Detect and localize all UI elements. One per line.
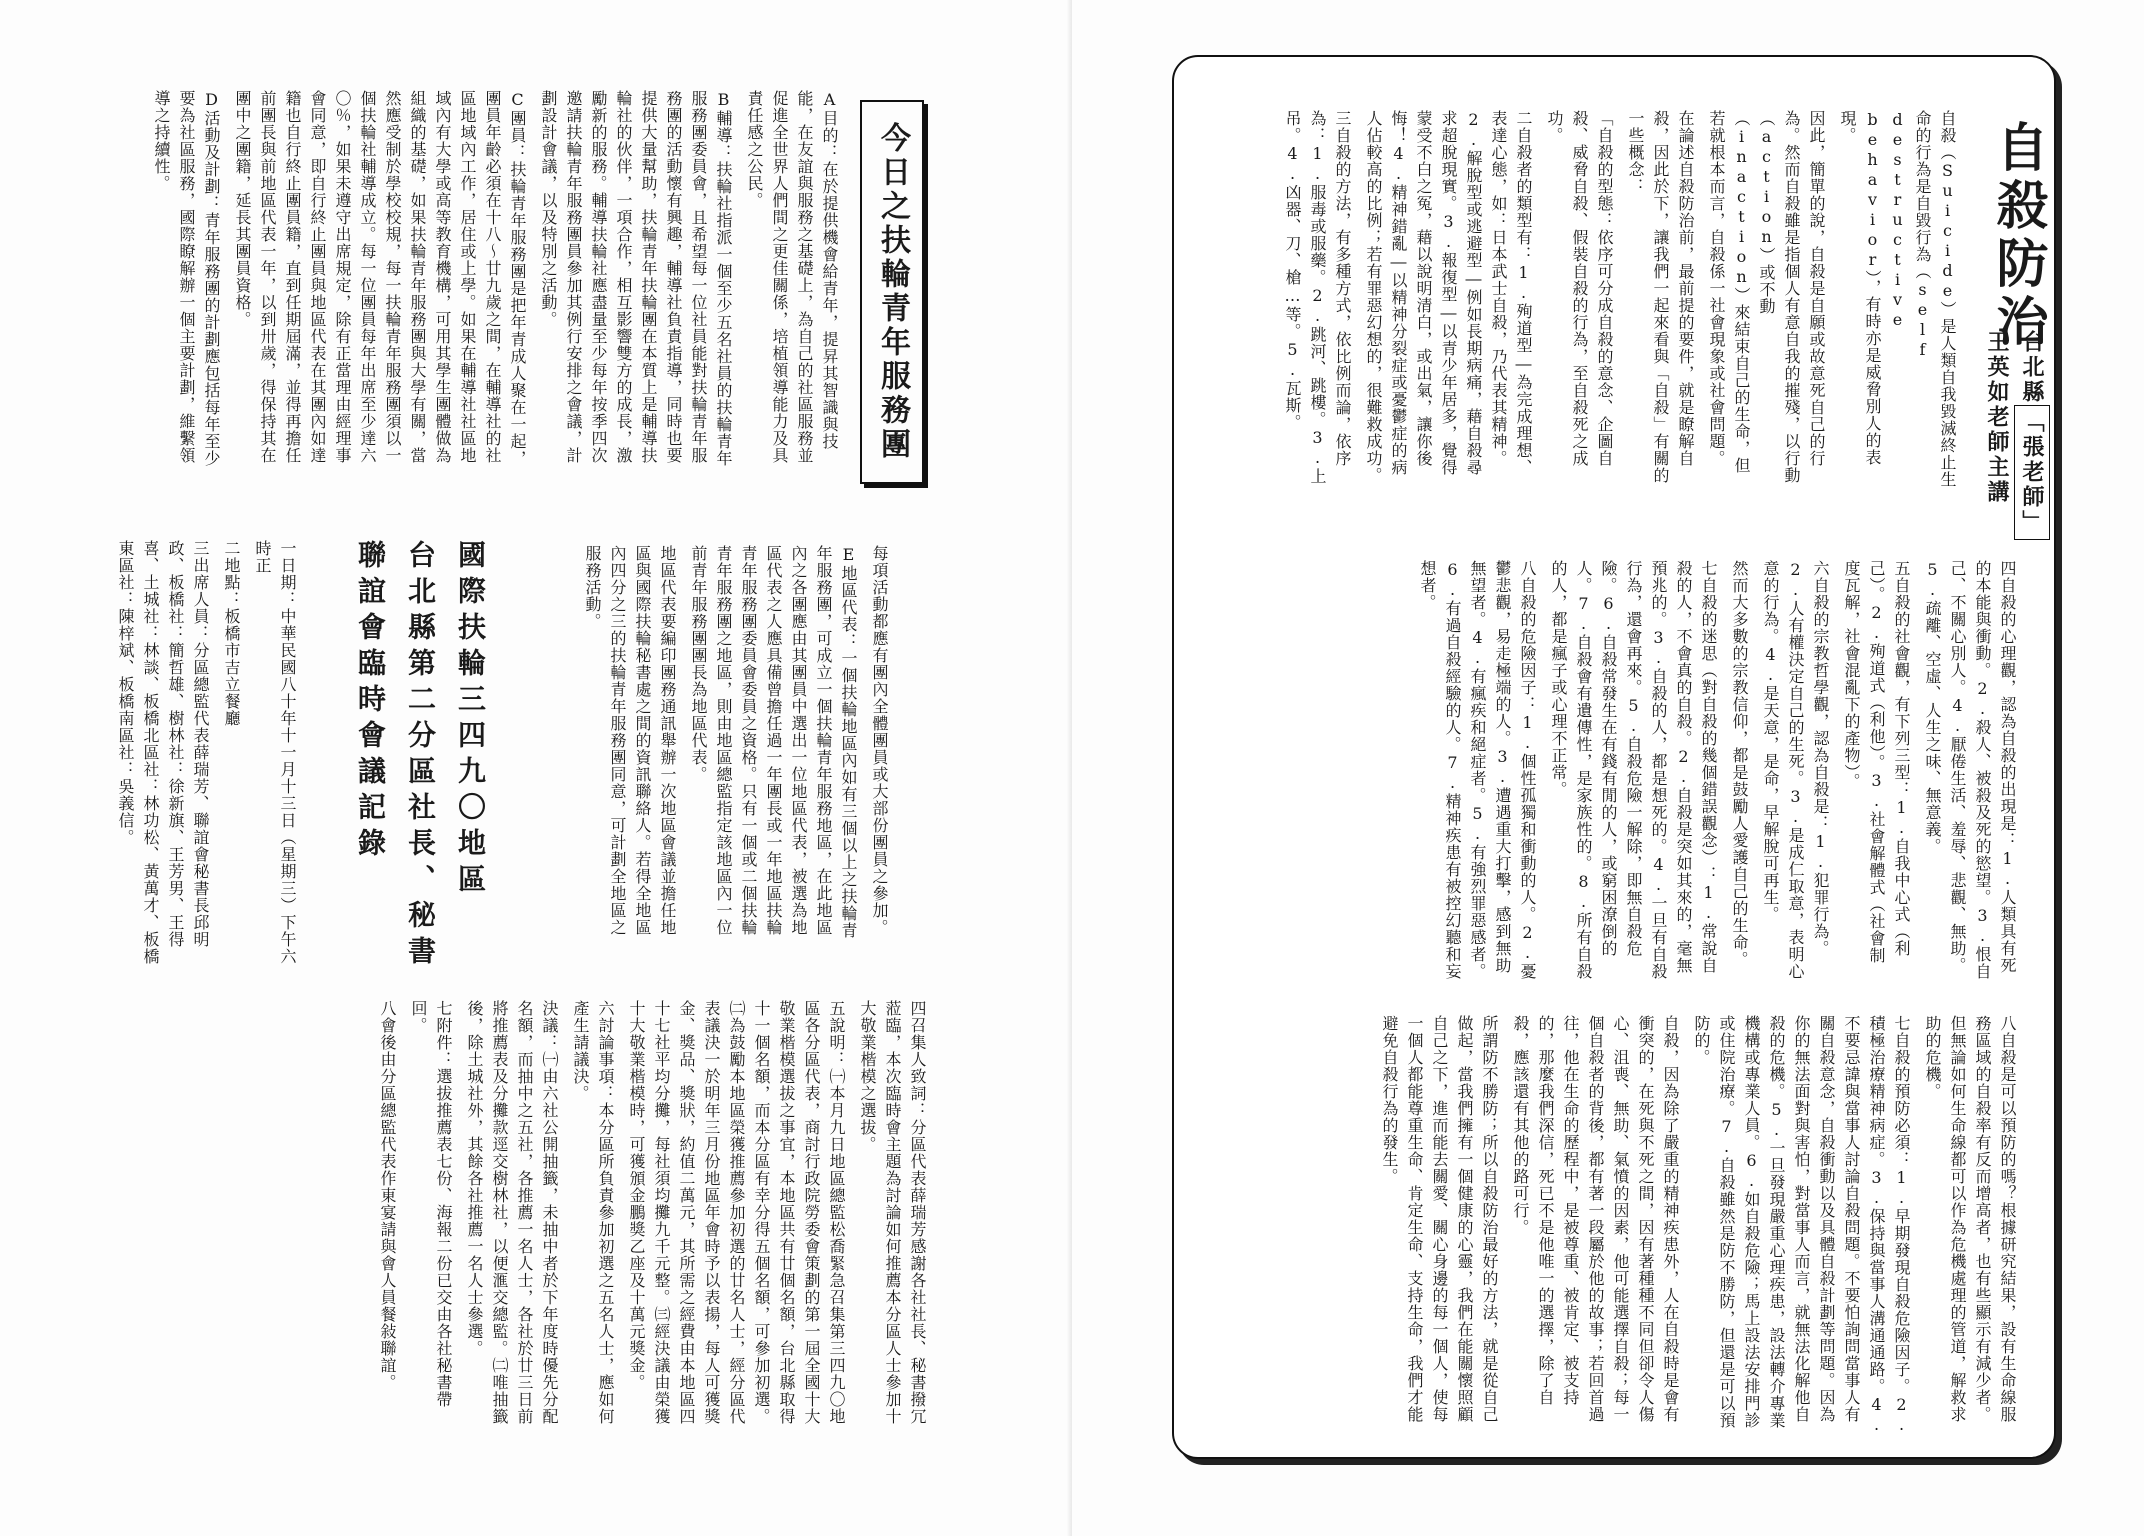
left-upper-text	[62, 90, 842, 470]
meeting-place: 二地點：板橋市吉立餐廳	[222, 540, 241, 727]
article-title-box	[860, 100, 924, 484]
article-title: 今日之扶輪青年服務團	[875, 122, 910, 462]
meeting-attachment: 七附件：選拔推薦表七份、海報二份已交由各社秘書帶回。	[409, 1000, 453, 1408]
para-concepts: 在論述自殺防治前，最前提的要件，就是瞭解自殺，因此於下，讓我們一起來看與「自殺」有關的一些概念：	[1626, 110, 1695, 484]
meeting-items-upper	[116, 540, 300, 970]
para-risk: 八自殺的危險因子：1.個性孤獨和衝動的人。2.憂鬱悲觀，易走極端的人。3.遭遇重大打擊，感到無助無望者。4.有瘋疾和絕症者。5.有強烈罪惡感者。6.有過自殺經驗的人。7.精神疾患有被控幻聽和妄想者。	[1418, 560, 1537, 980]
right-upper-text	[1200, 110, 1960, 490]
para-religion: 六自殺的宗教哲學觀，認為自殺是：1.犯罪行為。2.人有權決定自己的生死。3.是成仁取意，表明心意的行為。4.是天意，是命，早解脫可再生。	[1761, 560, 1830, 980]
meeting-resolution: 決議：㈠由六社公開抽籤，未抽中者於下年度時優先分配名額，而抽中之五社，各推薦一名人士，各社於廿三日前將推薦表及分攤款逕交樹林社，以便滙交總監。㈡唯抽籤後，除土城社外，其餘各社推薦一名人士參選。	[465, 1000, 559, 1425]
meeting-opening: 四召集人致詞：分區代表薛瑞芳感謝各社社長、秘書撥冗蒞臨，本次臨時會主題為討論如何推薦本分區人士參加十大敬業楷模之選拔。	[858, 1000, 927, 1425]
meeting-discussion: 六討論事項：本分區所負責參加初選之五名人士，應如何產生請議決。	[571, 1000, 615, 1425]
para-definition: 因此，簡單的說，自殺是自願或故意死自己的行為。然而自殺雖是指個人有意自我的摧殘，以行動（action）或不動（inaction）來結束自己的生命，但若就根本而言，自殺係一社會現象或社會問題。	[1707, 110, 1826, 484]
section-a-cont: 每項活動都應有團內全體團員或大部份團員之參加。	[870, 545, 889, 936]
para-social: 五自殺的社會觀，有下列三型：1.自我中心式（利己）。2.殉道式（利他）。3.社會解體式（社會制度瓦解，社會混亂下的產物）。	[1842, 560, 1911, 964]
meeting-attendees: 三出席人員：分區總監代表薛瑞芳、聯誼會秘書長邱明政、板橋社：簡哲雄、樹林社：徐新旗、王芳男、王得喜、土城社：林談、板橋北區社：林功松、黃萬才、板橋東區社：陳梓斌、板橋南區社：吳義信。	[116, 540, 210, 965]
para-prevention: 七自殺的預防必須：1.早期發現自殺危險因子。2.積極治療精神病症。3.保持與當事人溝通通路。4.不要忌諱與當事人討論自殺問題。不要怕詢問當事人有關自殺意念，自殺衝動以及具體自殺計劃等問題。因為你的無法面對與害怕，對當事人而言，就無法化解他自殺的危機。5.一旦發現嚴重心理疾患，設法轉介專業機構或專業人員。6.如自殺危險；馬上設法安排門診或住院治療。7.自殺雖然是防不勝防，但還是可以預防的。	[1692, 1015, 1911, 1435]
para-religion-note: 然而大多數的宗教信仰，都是鼓勵人愛護自己的生命。	[1730, 560, 1749, 968]
meeting-title: 國際扶輪三四九〇地區 台北縣第二分區社長、秘書 聯誼會臨時會議記錄	[354, 540, 487, 972]
right-article-title: 自殺防治	[1987, 120, 2048, 352]
para-intro: 自殺（Suicide）是人類自我毀滅終止生命的行為是自毀行為（self destructive behavior），有時亦是威脅別人的表現。	[1838, 110, 1957, 488]
byline	[1980, 330, 2050, 540]
para-psych: 四自殺的心理觀，認為自殺的出現是：1.人類具有死的本能與衝動。2.殺人、被殺及死的慾望。3.恨自己、不關心別人。4.厭倦生活、羞辱、悲觀、無助。5.疏離、空虛、人生之味、無意義。	[1923, 560, 2017, 980]
section-b: B輔導：扶輪社指派一個至少五名社員的扶輪青年服務團委員會，且希望每一位社員能對扶輪青年服務團的活動懷有興趣，輔導社負責指導，同時也要提供大量幫助，扶輪青年扶輪團在本質上是輔導扶輪社的伙伴，一項合作，相互影響雙方的成長，激勵新的服務。輔導扶輪社應盡量至少每年按季四次邀請扶輪青年服務團員參加其例行安排之會議，計劃設計會議，以及特別之活動。	[539, 90, 733, 467]
byline-teacher: 「張老師」	[2014, 405, 2050, 540]
meeting-closing: 八會後由分區總監代表作東宴請與會人員餐敍聯誼。	[378, 1000, 397, 1391]
section-e-cont: 地區代表要編印團務通訊舉辦一次地區會議並擔任地區與國際扶輪秘書處之間的資訊聯絡人。若得全地區內四分之三的扶輪青年服務團同意，可計劃全地區之服務活動。	[583, 545, 677, 936]
para-preventable: 八自殺是可以預防的嗎？根據研究結果，設有生命線服務區域的自殺率有反而增高者，也有些顯示有減少者。但無論如何生命線都可以作為危機處理的管道，解救求助的危機。	[1923, 1015, 2017, 1423]
meeting-date: 一日期：中華民國八十年十一月十三日（星期三）下午六時正	[253, 540, 297, 965]
meeting-explanation: 五說明：㈠本月九日地區總監松喬緊急召集第三四九〇地區各分區代表，商討行政院勞委會策劃的第一屆全國十大敬業楷模選拔之事宜，本地區共有廿個名額，台北縣取得十一個名額，而本分區有幸分得五個名額，可參加初選。㈡為鼓勵本地區榮獲推薦參加初選的廿名人士，經分區代表議決一於明年三月份地區年會時予以表揚，每人可獲獎金、獎品、獎狀，約值二萬元，其所需之經費由本地區四十七社平均分攤，每社須均攤九千元整。㈢經決議由榮獲十大敬業楷模時，可獲頒金鵬獎乙座及十萬元獎金。	[627, 1000, 846, 1425]
para-myths: 七自殺的迷思（對自殺的幾個錯誤觀念）：1.常說自殺的人，不會真的自殺。2.自殺是突如其來的，毫無預兆的。3.自殺的人，都是想死的。4.一旦有自殺行為，還會再來。5.自殺危險一解除，即無自殺危險。6.自殺常發生在有錢有閒的人，或窮困潦倒的人。7.自殺會有遺傳性，是家族性的。8.所有自殺的人，都是瘋子或心理不正常。	[1549, 560, 1718, 980]
para-methods: 三自殺的方法，有多種方式，依比例而論，依序為：1.服毒或服藥。2.跳河、跳樓。3.上吊。4.凶器、刀、槍…等。5.瓦斯。	[1283, 110, 1352, 485]
right-lower-text	[1200, 1015, 2020, 1435]
section-c: C團員：扶輪青年服務團是把年青成人聚在一起，團員年齡必須在十八～廿九歲之間，在輔導社的社區地域內工作，居住或上學。如果在輔導社社區地域內有大學或高等教育機構，可用其學生團體做為組織的基礎，如果扶輪青年服務團與大學有關，當然應受制於學校校規，每一扶輪青年服務團須以一個扶輪社輔導成立。每一位團員每年出席至少達六〇％，如果未遵守出席規定，除有正當理由經理事會同意，即自行終止團員與地區代表在其團內如達籍也自行終止團員籍，直到任期屆滿，並得再擔任前團長與前地區代表一年，以到卅歲，得保持其在團中之團籍，延長其團員資格。	[233, 90, 527, 467]
byline-prefix: 台北縣	[2019, 330, 2045, 405]
para-forms: 「自殺的型態：依序可分成自殺的意念、企圖自殺、威脅自殺、假裝自殺的行為，至自殺死之成功。	[1545, 110, 1614, 467]
section-a: A目的：在於提供機會給青年，提昇其智識與技能，在友誼與服務之基礎上，為自己的社區服務並促進全世界人們間之更佳關係，培植領導能力及具責任感之公民。	[745, 90, 839, 464]
section-e: E地區代表：一個扶輪地區內如有三個以上之扶輪青年服務團，可成立一個扶輪青年服務地區，在此地區內之各團應由其團員中選出一位地區代表，被選為地區代表之人應具備曾擔任過一年團長或一年地區扶輪青年服務團委員會委員之資格。只有一個或二個扶輪青年服務團之地區，則由地區總監指定該地區內一位前青年服務團團長為地區代表。	[689, 545, 858, 939]
byline-name: 王英如老師主講	[1984, 330, 2010, 505]
para-conflict: 自殺，因為除了嚴重的精神疾患外，人在自殺時是會有衝突的，在死與不死之間，因有著種種不同但卻令人傷心、沮喪、無助、氣憤的因素，他可能選擇自殺；每一個自殺者的背後，都有著一段屬於他的故事；若回首過往，他在生命的歷程中，是被尊重、被肯定、被支持的，那麼我們深信，死已不是他唯一的選擇，除了自殺，應該還有其他的路可行。	[1511, 1015, 1680, 1423]
left-mid-text	[562, 545, 892, 945]
section-d: D活動及計劃：青年服務團的計劃應包括每年至少要為社區服務，國際瞭解辦一個主要計劃，維繫領導之持續性。	[152, 90, 221, 467]
right-middle-text	[1200, 560, 2020, 980]
meeting-items-lower	[110, 1000, 930, 1430]
para-conclusion: 所謂防不勝防；所以自殺防治最好的方法，就是從自己做起，當我們擁有一個健康的心靈，我們在能關懷照顧自己之下，進而能去關愛、關心身邊的每一個人，使每一個人都能尊重生命、肯定生命、支持生命，我們才能避免自殺行為的發生。	[1380, 1015, 1499, 1423]
para-types: 二自殺者的類型有：1.殉道型―為完成理想、表達心態，如：日本武士自殺，乃代表其精神。2.解脫型或逃避型―例如長期病痛，藉自殺尋求超脫現實。3.報復型―以青少年居多，覺得蒙受不白之冤，藉以說明清白，或出氣，讓你後悔！4.精神錯亂―以精神分裂症或憂鬱症的病人佔較高的比例；若有罪惡幻想的，很難救成功。	[1364, 110, 1533, 484]
